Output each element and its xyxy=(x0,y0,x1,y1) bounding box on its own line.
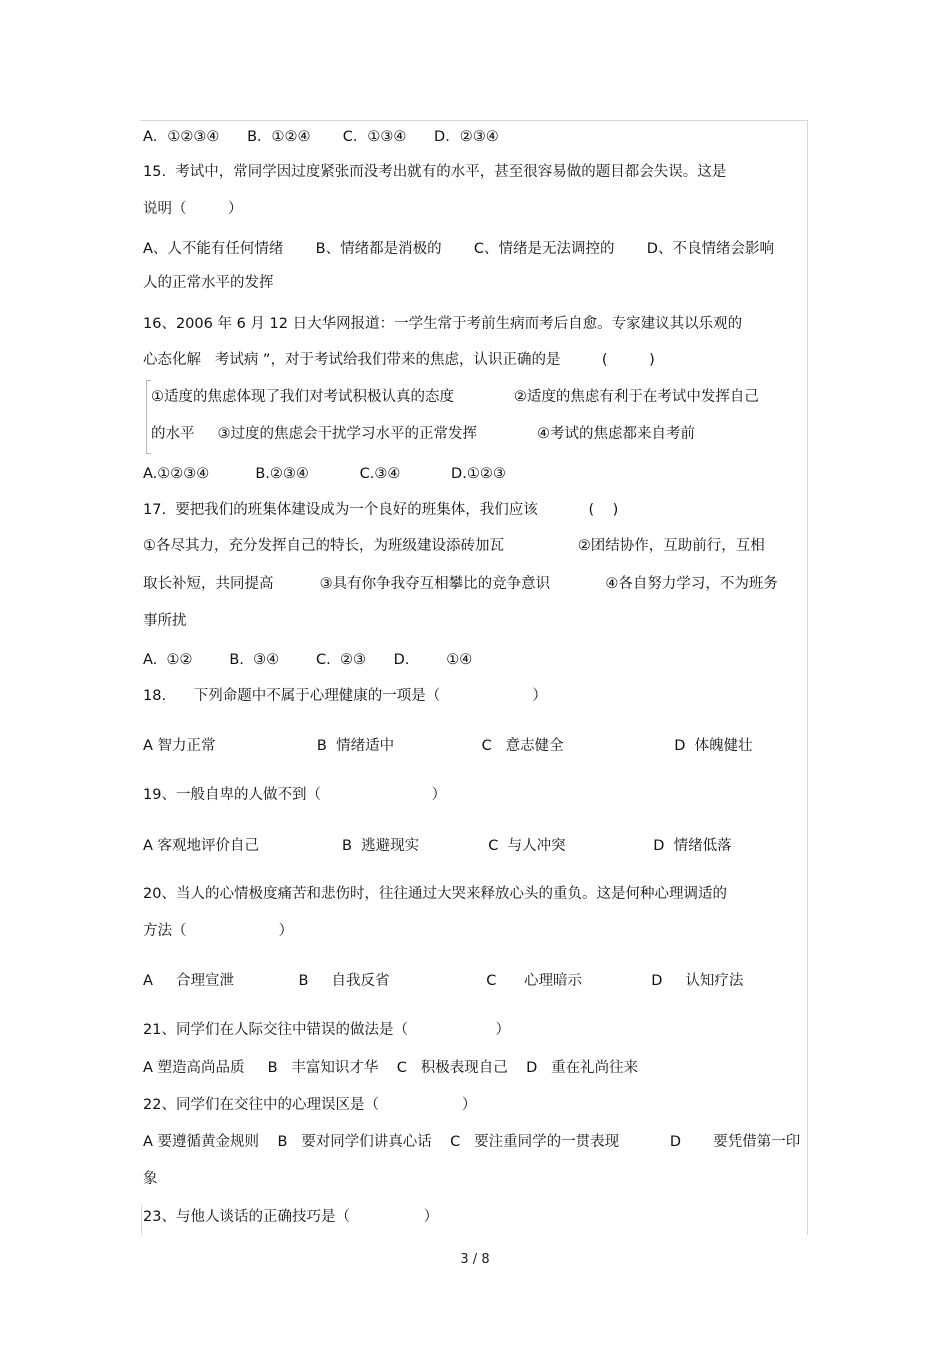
text-line: A 客观地评价自己 B 逃避现实 C 与人冲突 D 情绪低落 xyxy=(143,838,732,854)
text-line: 方法（ ） xyxy=(143,923,294,939)
text-line: 17. 要把我们的班集体建设成为一个良好的班集体，我们应该 ( ) xyxy=(143,502,619,518)
text-line: ①各尽其力，充分发挥自己的特长，为班级建设添砖加瓦 ②团结协作，互助前行，互相 xyxy=(143,538,765,554)
text-line: 20、当人的心情极度痛苦和悲伤时，往往通过大哭来释放心头的重负。这是何种心理调适的 xyxy=(143,886,727,902)
text-line: 19、一般自卑的人做不到（ ） xyxy=(143,787,447,803)
text-line: 22、同学们在交往中的心理误区是（ ） xyxy=(143,1097,477,1113)
text-line: A 合理宣泄 B 自我反省 C 心理暗示 D 认知疗法 xyxy=(143,973,744,989)
text-line: A 智力正常 B 情绪适中 C 意志健全 D 体魄健壮 xyxy=(143,738,753,754)
text-line: 16、2006 年 6 月 12 日大华网报道：一学生常于考前生病而考后自愈。专家建议其以乐观的 xyxy=(143,316,743,332)
text-line: ①适度的焦虑体现了我们对考试积极认真的态度 ②适度的焦虑有利于在考试中发挥自己 xyxy=(151,389,759,405)
text-line: 人的正常水平的发挥 xyxy=(143,275,274,291)
text-line: 象 xyxy=(143,1171,158,1187)
text-line: 18. 下列命题中不属于心理健康的一项是（ ） xyxy=(143,688,547,704)
page-frame-left xyxy=(141,1205,142,1235)
text-line: 心态化解 考试病 ”，对于考试给我们带来的焦虑，认识正确的是 ( ) xyxy=(143,352,655,368)
text-line: 事所扰 xyxy=(143,613,187,629)
page-frame-right xyxy=(807,120,808,1235)
text-line: 的水平 ③过度的焦虑会干扰学习水平的正常发挥 ④考试的焦虑都来自考前 xyxy=(151,426,695,442)
text-line: A 塑造高尚品质 B 丰富知识才华 C 积极表现自己 D 重在礼尚往来 xyxy=(143,1060,639,1076)
text-line: A.①②③④ B.②③④ C.③④ D.①②③ xyxy=(143,466,506,482)
text-line: 15. 考试中，常同学因过度紧张而没考出就有的水平，甚至很容易做的题目都会失误。这是 xyxy=(143,164,727,180)
page-number: 3 / 8 xyxy=(460,1252,490,1267)
text-line: 取长补短，共同提高 ③具有你争我夺互相攀比的竞争意识 ④各自努力学习，不为班务 xyxy=(143,576,778,592)
text-line: 21、同学们在人际交往中错误的做法是（ ） xyxy=(143,1022,511,1038)
page-frame-top xyxy=(140,120,808,121)
text-line: A．①②③④ B．①②④ C．①③④ D．②③④ xyxy=(143,129,499,145)
text-line: A 要遵循黄金规则 B 要对同学们讲真心话 C 要注重同学的一贯表现 D 要凭借第一印 xyxy=(143,1134,801,1150)
text-line: A、人不能有任何情绪 B、情绪都是消极的 C、情绪是无法调控的 D、不良情绪会影响 xyxy=(143,241,774,257)
text-line: 说明（ ） xyxy=(143,201,243,217)
text-line: A. ①② B. ③④ C. ②③ D. ①④ xyxy=(143,652,473,668)
text-line: 23、与他人谈话的正确技巧是（ ） xyxy=(143,1209,439,1225)
